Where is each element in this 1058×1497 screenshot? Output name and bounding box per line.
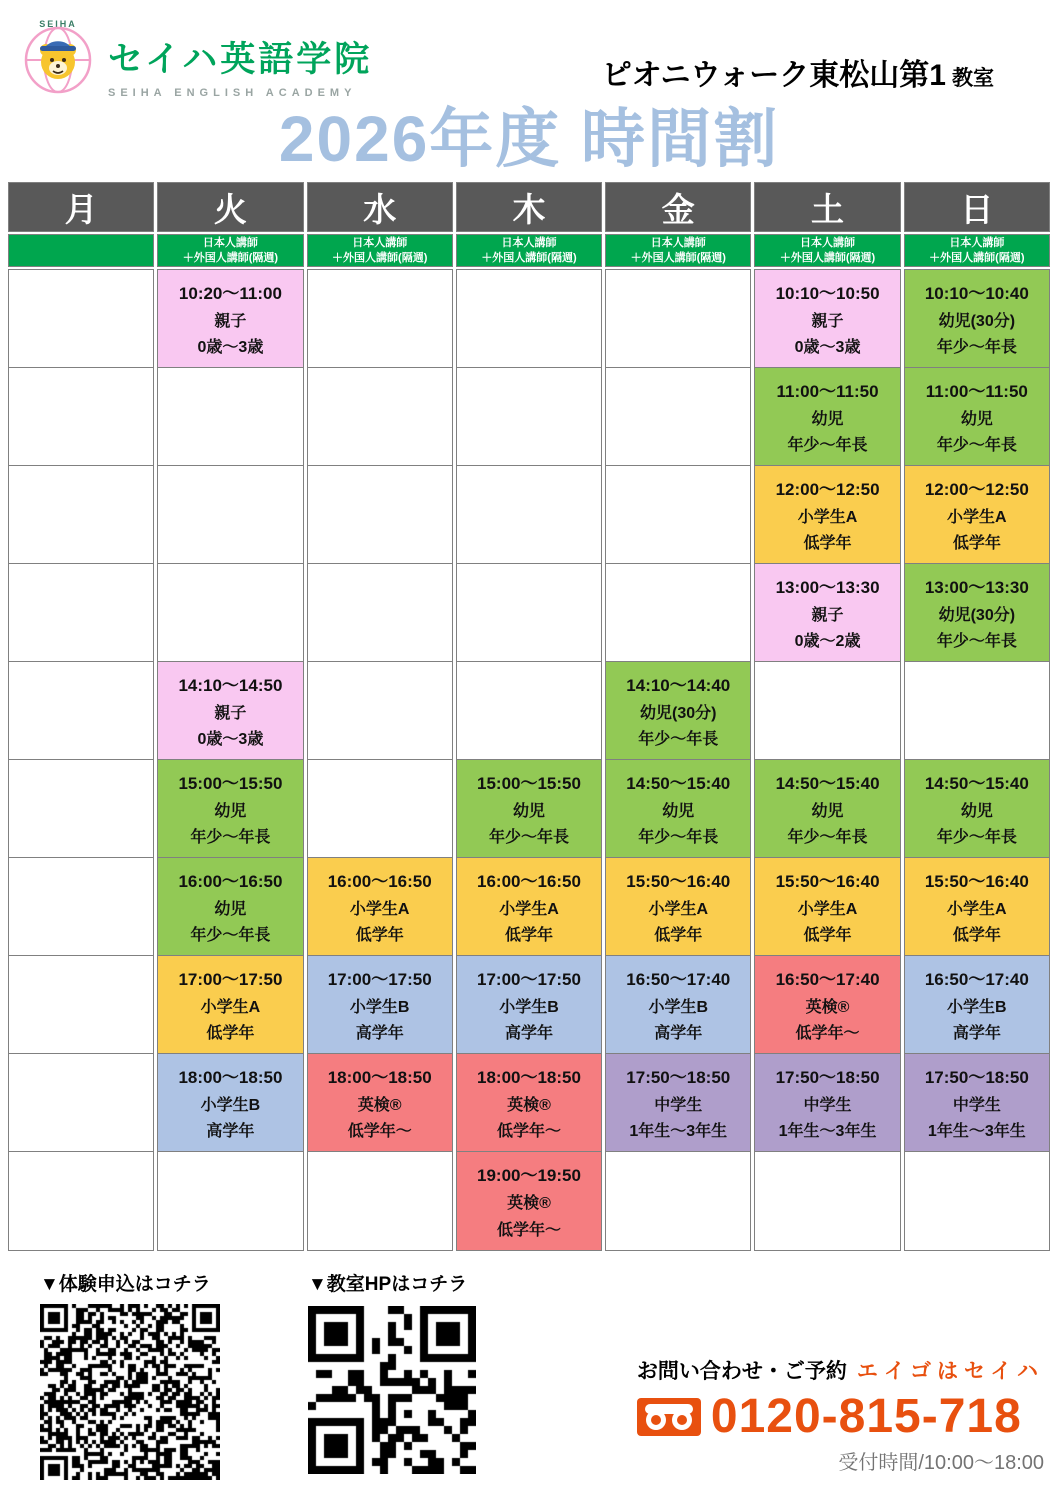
empty-slot [905,1152,1049,1250]
empty-slot [755,662,899,760]
slot-name: 小学生B [349,998,410,1016]
phone-number: 0120-815-718 [710,1390,1022,1443]
empty-slot [457,466,601,564]
slot-name: 親子 [214,704,247,722]
brand-text [108,16,372,99]
slot-target: 年少～年長 [638,731,719,748]
slot-target: 年少～年長 [936,829,1017,846]
class-slot [308,1054,452,1152]
class-slot [905,760,1049,858]
slot-target: 年少～年長 [936,339,1017,356]
slot-name: 小学生A [200,998,261,1016]
slot-target: 低学年 [654,927,703,944]
slot-target: 年少～年長 [936,437,1017,454]
day-rows [605,269,751,1251]
empty-slot [308,270,452,368]
slot-target: 低学年 [355,927,404,944]
empty-slot [457,270,601,368]
empty-slot [457,564,601,662]
slot-time: 17:00～17:50 [327,970,432,989]
day-rows [307,269,453,1251]
hp-qr-label: ▼教室HPはコチラ [308,1274,468,1295]
empty-slot [158,1152,302,1250]
class-slot [158,1054,302,1152]
slot-name: 小学生B [648,998,709,1016]
slot-name: 親子 [811,312,844,330]
slot-target: 低学年 [952,927,1001,944]
teacher-note: 日本人講師 ＋外国人講師(隔週) [605,234,751,267]
day-column-4 [605,182,751,1251]
slot-time: 10:10～10:40 [924,284,1029,303]
class-slot [606,760,750,858]
class-slot [308,858,452,956]
class-slot [457,1054,601,1152]
class-slot [606,858,750,956]
empty-slot [9,368,153,466]
empty-slot [9,1054,153,1152]
empty-slot [308,760,452,858]
slot-name: 幼児 [811,410,844,428]
teacher-note: 日本人講師 ＋外国人講師(隔週) [307,234,453,267]
slot-target: 0歳～3歳 [197,339,264,356]
slot-time: 17:50～18:50 [626,1068,731,1087]
slot-name: 幼児 [214,802,247,820]
slot-time: 13:00～13:30 [924,578,1029,597]
class-slot [158,270,302,368]
slot-target: 低学年～ [347,1123,412,1140]
slot-time: 10:20～11:00 [178,284,282,303]
slot-target: 低学年 [504,927,553,944]
slot-time: 18:00～18:50 [477,1068,581,1087]
class-slot [905,564,1049,662]
empty-slot [9,956,153,1054]
slot-target: 0歳～3歳 [794,339,861,356]
empty-slot [9,466,153,564]
slot-target: 高学年 [355,1025,404,1042]
class-slot [606,662,750,760]
day-column-5 [754,182,900,1251]
slot-time: 16:00～16:50 [327,872,432,891]
empty-slot [606,564,750,662]
slot-time: 18:00～18:50 [327,1068,432,1087]
slot-time: 12:00～12:50 [924,480,1029,499]
class-slot [755,564,899,662]
day-rows [456,269,602,1251]
class-slot [905,466,1049,564]
hp-qr-block [308,1269,476,1474]
class-slot [905,956,1049,1054]
slot-target: 年少～年長 [936,633,1017,650]
day-column-6 [904,182,1050,1251]
empty-slot [308,466,452,564]
slot-name: 中学生 [654,1096,703,1114]
slot-time: 14:10～14:50 [178,676,283,695]
reception-hours: 受付時間/10:00～18:00 [838,1452,1044,1474]
day-header: 火 [157,182,303,232]
slot-target: 低学年 [803,927,852,944]
day-header: 日 [904,182,1050,232]
slot-name: 中学生 [952,1096,1001,1114]
day-header: 水 [307,182,453,232]
empty-slot [606,368,750,466]
slot-name: 英検® [357,1096,402,1114]
slot-target: 高学年 [504,1025,553,1042]
slot-name: 親子 [214,312,247,330]
slot-name: 小学生B [947,998,1007,1016]
slot-time: 15:50～16:40 [924,872,1029,891]
day-column-1 [157,182,303,1251]
empty-slot [606,466,750,564]
class-slot [457,858,601,956]
class-slot [755,466,899,564]
slot-target: 年少～年長 [488,829,569,846]
slot-time: 13:00～13:30 [775,578,880,597]
page-title: 2026年度 時間割 [278,103,780,175]
empty-slot [158,564,302,662]
brand-name-jp: セイハ英語学院 [108,40,373,79]
footer [0,1251,1058,1480]
contact-label: お問い合わせ・ご予約 [636,1360,847,1383]
slot-target: 年少～年長 [787,437,868,454]
classroom-name-text: ピオニウォーク東松山第1 [601,59,946,92]
slot-name: 小学生A [797,900,858,918]
slot-name: 幼児(30分) [938,606,1016,624]
slot-name: 幼児(30分) [640,704,717,722]
empty-slot [9,564,153,662]
empty-slot [9,858,153,956]
slot-name: 英検® [507,1195,551,1212]
slot-target: 年少～年長 [190,829,271,846]
day-rows [8,269,154,1251]
slot-target: 低学年 [952,535,1001,552]
seiha-logo [20,16,372,99]
empty-slot [755,1152,899,1250]
classroom-suffix: 教室 [952,67,994,90]
teacher-note: 日本人講師 ＋外国人講師(隔週) [456,234,602,267]
timetable [0,182,1058,1251]
freedial-icon [637,1396,701,1438]
trial-application-qr-code [40,1304,220,1480]
slot-target: 1年生～3年生 [927,1123,1026,1140]
slot-time: 16:50～17:40 [924,970,1029,989]
slot-time: 15:50～16:40 [775,872,880,891]
slot-name: 幼児 [811,802,844,820]
empty-slot [606,270,750,368]
empty-slot [9,662,153,760]
slot-time: 17:50～18:50 [775,1068,880,1087]
class-slot [755,858,899,956]
empty-slot [606,1152,750,1250]
slot-time: 19:00～19:50 [477,1166,581,1185]
slot-target: 低学年 [206,1025,255,1042]
slot-time: 14:50～15:40 [775,774,880,793]
class-slot [606,1054,750,1152]
teacher-note: 日本人講師 ＋外国人講師(隔週) [904,234,1050,267]
slot-time: 16:50～17:40 [775,970,880,989]
teacher-note: 日本人講師 ＋外国人講師(隔週) [157,234,303,267]
day-header: 木 [456,182,602,232]
empty-slot [308,564,452,662]
class-slot [158,662,302,760]
class-slot [905,1054,1049,1152]
slot-target: 低学年～ [496,1123,561,1140]
slot-target: 年少～年長 [787,829,868,846]
slot-target: 1年生～3年生 [629,1123,728,1140]
slot-name: 幼児 [960,802,993,820]
slot-time: 17:00～17:50 [477,970,581,989]
day-rows [754,269,900,1251]
slot-name: 小学生B [499,998,559,1016]
slot-target: 年少～年長 [190,927,271,944]
slot-target: 低学年～ [496,1222,561,1239]
empty-slot [9,760,153,858]
trial-qr-label: ▼体験申込はコチラ [40,1274,211,1295]
slot-name: 小学生A [648,900,709,918]
class-slot [755,270,899,368]
slot-time: 16:50～17:40 [626,970,731,989]
empty-slot [308,1152,452,1250]
slot-name: 幼児(30分) [938,312,1016,330]
day-column-3 [456,182,602,1251]
empty-slot [308,662,452,760]
empty-slot [9,270,153,368]
class-slot [755,1054,899,1152]
brand-name-en: SEIHA ENGLISH ACADEMY [108,87,357,99]
slot-time: 15:50～16:40 [626,872,731,891]
empty-slot [158,368,302,466]
class-slot [755,368,899,466]
slot-name: 幼児 [662,802,695,820]
slot-time: 17:00～17:50 [178,970,283,989]
slot-name: 幼児 [960,410,993,428]
slot-time: 10:10～10:50 [775,284,880,303]
slot-time: 11:00～11:50 [925,382,1028,401]
trial-qr-block [40,1269,220,1480]
class-slot [905,368,1049,466]
slot-name: 小学生A [499,900,559,918]
class-slot [158,956,302,1054]
contact-heading [637,1355,1044,1385]
slot-time: 17:50～18:50 [924,1068,1029,1087]
class-slot [905,858,1049,956]
slot-name: 小学生A [349,900,410,918]
slot-name: 親子 [811,606,844,624]
slot-time: 16:00～16:50 [178,872,283,891]
slot-target: 高学年 [206,1123,255,1140]
contact-block [637,1355,1044,1475]
slot-time: 12:00～12:50 [775,480,880,499]
day-header: 月 [8,182,154,232]
classroom-hp-qr-code [308,1306,476,1474]
slot-name: 英検® [507,1096,551,1114]
day-column-0 [8,182,154,1251]
empty-slot [905,662,1049,760]
slot-target: 1年生～3年生 [778,1123,877,1140]
class-slot [606,956,750,1054]
slot-name: 中学生 [803,1096,852,1114]
slot-time: 11:00～11:50 [776,382,879,401]
slot-target: 0歳～2歳 [794,633,861,650]
slot-name: 小学生A [797,508,858,526]
slot-target: 低学年 [803,535,852,552]
header [0,0,1058,182]
empty-slot [457,662,601,760]
class-slot [158,858,302,956]
teacher-note: 日本人講師 ＋外国人講師(隔週) [754,234,900,267]
class-slot [158,760,302,858]
slot-name: 幼児 [214,900,247,918]
day-header: 土 [754,182,900,232]
slot-target: 高学年 [952,1025,1001,1042]
empty-slot [457,368,601,466]
class-slot [905,270,1049,368]
phone-line [637,1389,1044,1444]
slot-target: 年少～年長 [638,829,719,846]
slot-name: 幼児 [512,802,545,820]
contact-slogan: エイゴはセイハ [856,1360,1044,1383]
slot-time: 16:00～16:50 [477,872,581,891]
slot-name: 小学生B [200,1096,261,1114]
slot-time: 15:00～15:50 [477,774,581,793]
class-slot [457,956,601,1054]
slot-time: 14:50～15:40 [626,774,731,793]
day-rows [157,269,303,1251]
class-slot [755,956,899,1054]
empty-slot [9,1152,153,1250]
slot-time: 15:00～15:50 [178,774,283,793]
day-header: 金 [605,182,751,232]
teacher-note [8,234,154,267]
svg-text:SEIHA: SEIHA [39,19,77,29]
day-rows [904,269,1050,1251]
class-slot [457,760,601,858]
day-column-2 [307,182,453,1251]
slot-time: 18:00～18:50 [178,1068,283,1087]
empty-slot [158,466,302,564]
slot-name: 英検® [805,998,850,1016]
slot-name: 小学生A [947,508,1007,526]
class-slot [755,760,899,858]
class-slot [457,1152,601,1250]
slot-target: 0歳～3歳 [197,731,264,748]
slot-name: 小学生A [947,900,1007,918]
slot-time: 14:50～15:40 [924,774,1029,793]
slot-target: 低学年～ [795,1025,860,1042]
class-slot [308,956,452,1054]
slot-target: 高学年 [654,1025,703,1042]
slot-time: 14:10～14:40 [626,676,731,695]
seiha-bear-globe-icon [20,16,96,96]
empty-slot [308,368,452,466]
